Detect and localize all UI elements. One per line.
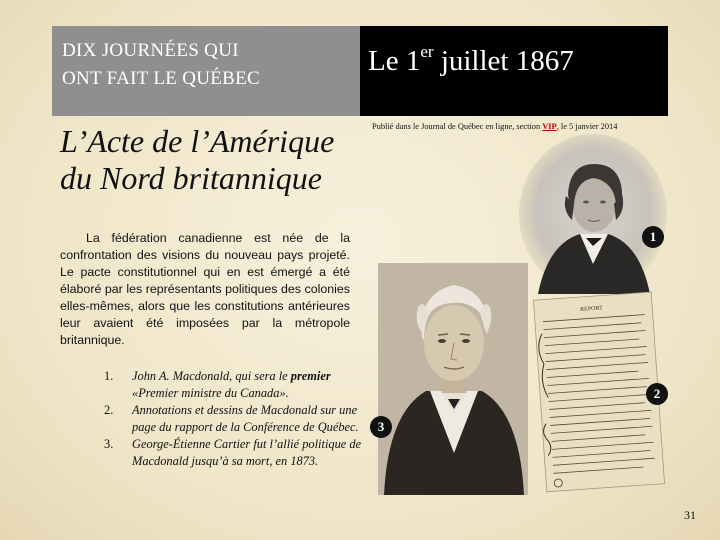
cartier-portrait-photo [378,263,528,495]
publication-prefix: Publié dans le Journal de Québec en ligne, section [372,122,543,131]
page-title-line1: L’Acte de l’Amérique [60,123,335,159]
vip-section-link[interactable]: VIP [542,122,557,131]
publication-note [372,122,672,131]
page-number: 31 [684,508,696,522]
photo-captions-list [104,368,378,470]
caption-text [132,368,378,402]
photo-marker-1: 1 [642,226,664,248]
caption-item [104,402,378,436]
svg-text:REPORT: REPORT [580,305,604,314]
caption-item [104,368,378,402]
caption-text: Annotations et dessins de Macdonald sur une page du rapport de la Conférence de Québec. [132,403,359,434]
macdonald-portrait-photo [518,134,668,294]
caption-bold-word: premier [290,369,331,383]
date-title [368,42,574,78]
caption-text-a: John A. Macdonald, qui sera le [132,369,291,383]
page-title-line2: du Nord britannique [60,160,322,196]
page-title [60,123,390,197]
date-prefix: Le 1 [368,45,421,77]
photo-marker-3: 3 [370,416,392,438]
date-suffix: juillet 1867 [433,45,574,77]
publication-suffix: , le 5 janvier 2014 [556,122,618,131]
caption-item [104,436,378,470]
intro-paragraph: La fédération canadienne est née de la confrontation des visions du nouveau pays projeté. Le pacte constitutionnel qui en est émergé a été élaboré par les représentants politiques des colonies elles-mêmes, alors que les constitutions antérieures leur avaient été imposées par la métropole britannique. [60,231,350,347]
series-header [52,26,360,116]
series-title-line1: DIX JOURNÉES QUI [62,40,239,61]
caption-text: George-Étienne Cartier fut l’allié politique de Macdonald jusqu’à sa mort, en 1873. [132,437,362,468]
caption-number: 3. [104,437,114,451]
caption-number: 2. [104,403,114,417]
caption-number: 1. [104,369,114,383]
series-title-line2: ONT FAIT LE QUÉBEC [62,68,261,89]
date-header [360,26,668,116]
caption-text-b: «Premier ministre du Canada». [132,386,289,400]
date-superscript: er [420,42,434,61]
photo-marker-2: 2 [646,383,668,405]
